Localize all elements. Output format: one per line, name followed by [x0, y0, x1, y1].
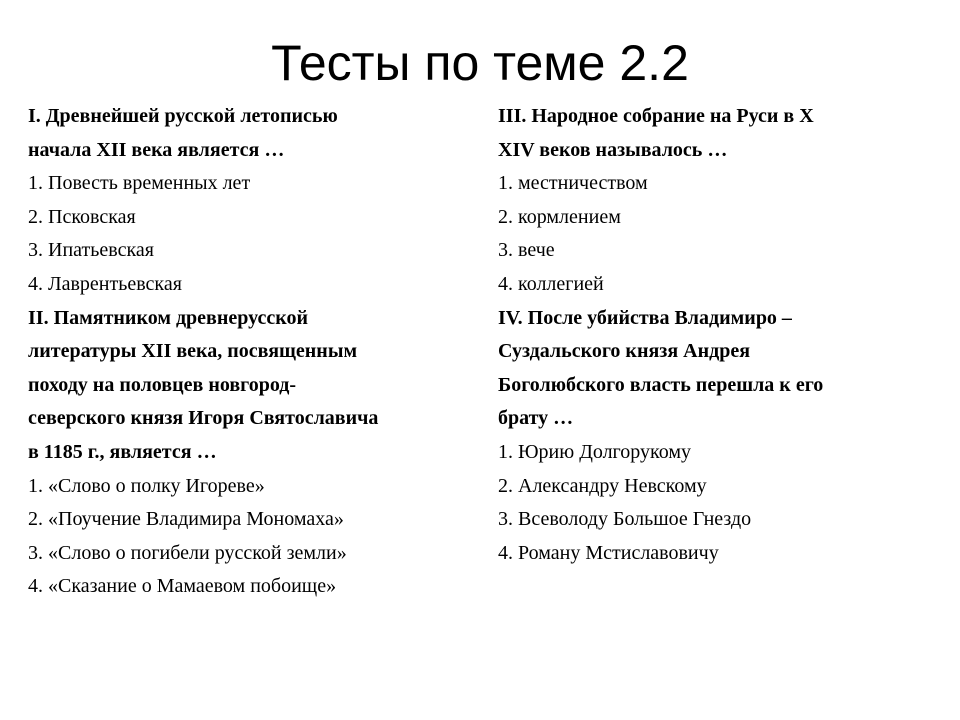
question-1-option: 4. Лаврентьевская: [28, 272, 182, 295]
question-3-option: 4. коллегией: [498, 272, 604, 295]
question-4-line: Суздальского князя Андрея: [498, 340, 751, 363]
question-3: [498, 100, 938, 302]
question-4: [498, 302, 938, 571]
question-3-line: III. Народное собрание на Руси в X: [498, 105, 814, 127]
right-column: [498, 100, 938, 570]
question-2-line: в 1185 г., является …: [28, 440, 217, 463]
question-4-line: брату …: [498, 407, 574, 430]
question-1-line: I. Древнейшей русской летописью: [28, 105, 338, 127]
question-3-option: 3. вече: [498, 239, 555, 262]
question-2-option: 2. «Поучение Владимира Мономаха»: [28, 508, 344, 531]
question-4-line: Боголюбского власть перешла к его: [498, 373, 824, 396]
question-2-option: 4. «Сказание о Мамаевом побоище»: [28, 575, 337, 598]
question-2-option: 1. «Слово о полку Игореве»: [28, 474, 265, 497]
question-3-option: 1. местничеством: [498, 172, 648, 195]
question-2: [28, 302, 468, 604]
question-2-line: северского князя Игоря Святославича: [28, 407, 379, 430]
question-3-line: XIV веков называлось …: [498, 138, 728, 161]
question-1-line: начала XII века является …: [28, 138, 285, 161]
question-2-line: литературы XII века, посвященным: [28, 340, 358, 363]
question-1-option: 3. Ипатьевская: [28, 239, 154, 262]
question-4-option: 4. Роману Мстиславовичу: [498, 541, 719, 564]
question-2-line: II. Памятником древнерусской: [28, 306, 309, 329]
question-1-option: 1. Повесть временных лет: [28, 172, 251, 195]
question-2-option: 3. «Слово о погибели русской земли»: [28, 541, 347, 564]
question-1: [28, 100, 468, 302]
left-column: [28, 100, 468, 604]
question-4-line: IV. После убийства Владимиро –: [498, 306, 792, 329]
question-4-option: 2. Александру Невскому: [498, 474, 707, 497]
slide-title: Тесты по теме 2.2: [271, 35, 689, 91]
question-1-option: 2. Псковская: [28, 205, 136, 228]
question-2-line: походу на половцев новгород-: [28, 373, 297, 396]
question-4-option: 3. Всеволоду Большое Гнездо: [498, 508, 752, 531]
question-4-option: 1. Юрию Долгорукому: [498, 440, 691, 463]
question-3-option: 2. кормлением: [498, 205, 621, 228]
